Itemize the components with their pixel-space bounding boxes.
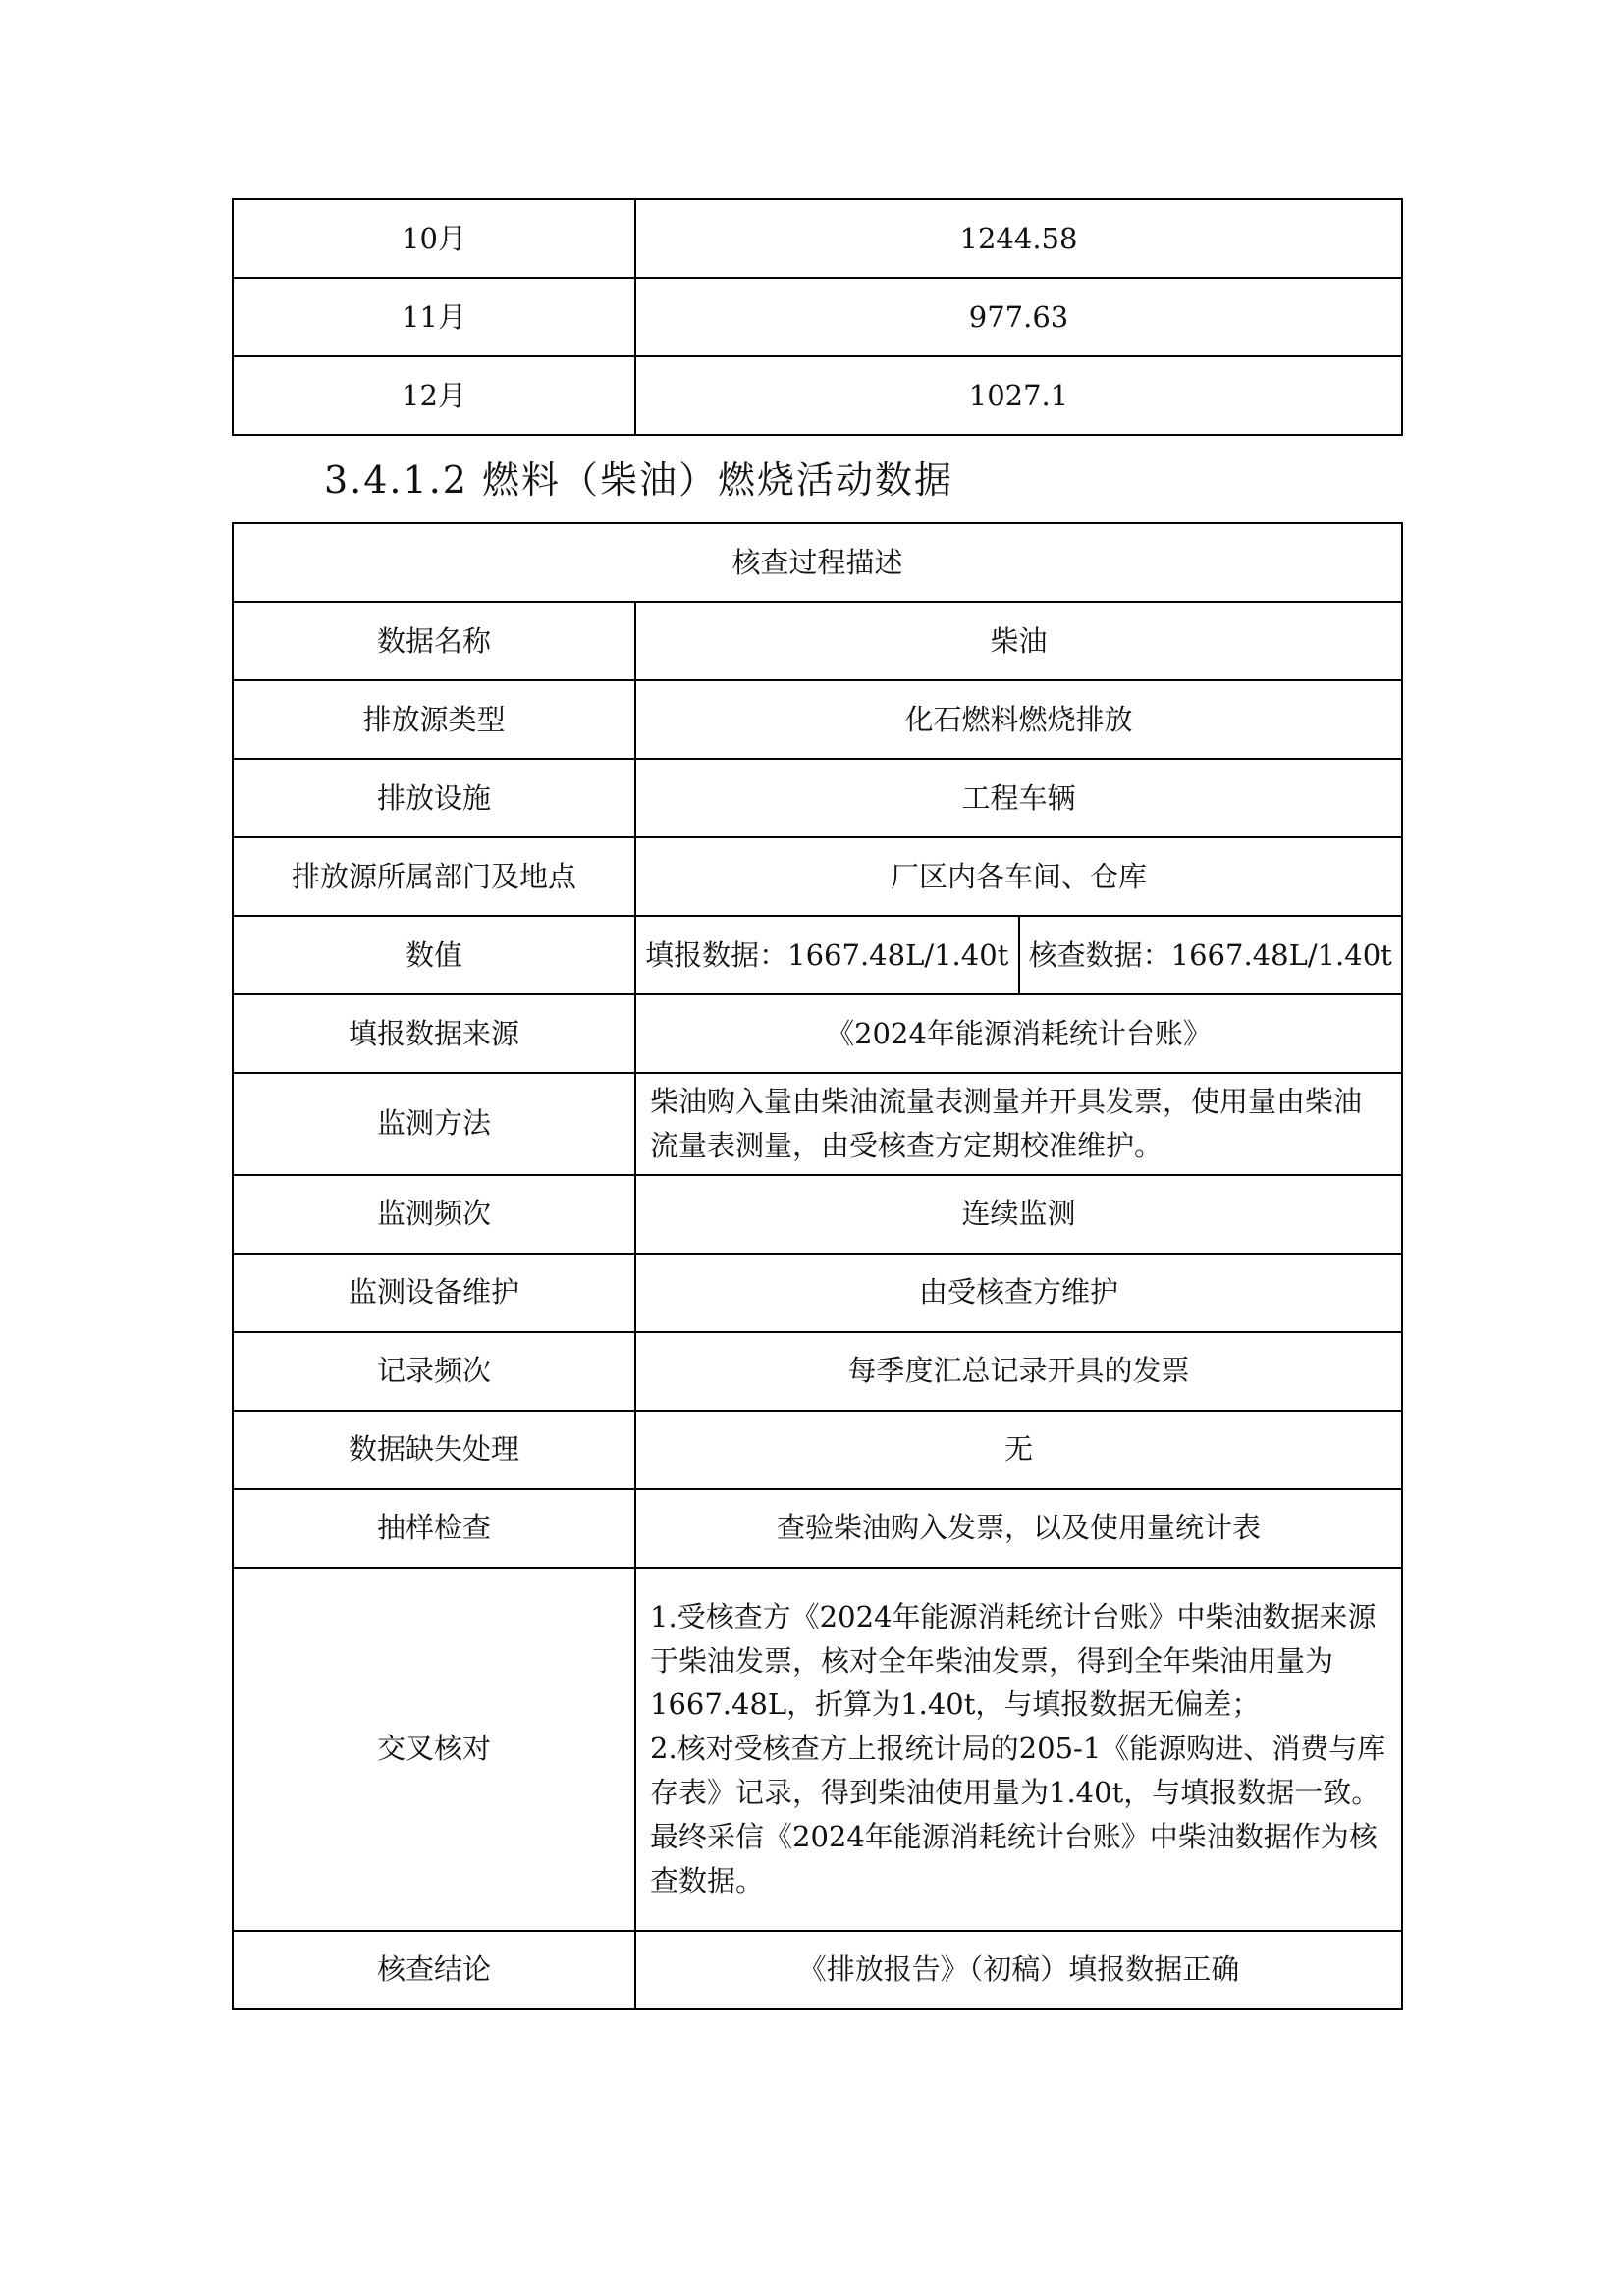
value-cell: 977.63 (635, 278, 1402, 356)
row-label: 填报数据来源 (233, 994, 635, 1073)
month-cell: 11月 (233, 278, 635, 356)
table-row (233, 1332, 1402, 1411)
row-value: 连续监测 (635, 1175, 1402, 1254)
row-label: 排放源所属部门及地点 (233, 837, 635, 916)
monthly-data-table (232, 198, 1403, 436)
month-cell: 12月 (233, 356, 635, 435)
row-value: 无 (635, 1411, 1402, 1489)
row-value: 厂区内各车间、仓库 (635, 837, 1402, 916)
row-label: 排放设施 (233, 759, 635, 837)
row-value: 由受核查方维护 (635, 1254, 1402, 1332)
table-row (233, 1073, 1402, 1175)
cross-check-paragraph: 1.受核查方《2024年能源消耗统计台账》中柴油数据来源于柴油发票，核对全年柴油发票，得到全年柴油用量为1667.48L，折算为1.40t，与填报数据无偏差； (650, 1599, 1377, 1722)
table-row (233, 916, 1402, 994)
row-label: 排放源类型 (233, 680, 635, 759)
table-row (233, 1411, 1402, 1489)
row-label: 监测方法 (233, 1073, 635, 1175)
row-value: 每季度汇总记录开具的发票 (635, 1332, 1402, 1411)
row-label: 监测设备维护 (233, 1254, 635, 1332)
table-header-row (233, 523, 1402, 602)
verification-table (232, 522, 1403, 2010)
table-row (233, 602, 1402, 680)
row-label: 数据缺失处理 (233, 1411, 635, 1489)
row-value: 查验柴油购入发票，以及使用量统计表 (635, 1489, 1402, 1568)
table-row (233, 356, 1402, 435)
table-row (233, 1489, 1402, 1568)
row-label: 交叉核对 (233, 1568, 635, 1931)
table-row (233, 1568, 1402, 1931)
table-row (233, 994, 1402, 1073)
value-cell: 1244.58 (635, 199, 1402, 278)
row-value: 《排放报告》（初稿）填报数据正确 (635, 1931, 1402, 2009)
row-value: 工程车辆 (635, 759, 1402, 837)
table-header: 核查过程描述 (233, 523, 1402, 602)
row-label: 监测频次 (233, 1175, 635, 1254)
numeric-value-cell (635, 916, 1402, 994)
row-label: 核查结论 (233, 1931, 635, 2009)
table-row (233, 837, 1402, 916)
verified-value: 核查数据：1667.48L/1.40t (1018, 917, 1402, 993)
row-value: 《2024年能源消耗统计台账》 (635, 994, 1402, 1073)
value-cell: 1027.1 (635, 356, 1402, 435)
row-label: 数据名称 (233, 602, 635, 680)
cross-check-paragraph: 最终采信《2024年能源消耗统计台账》中柴油数据作为核查数据。 (650, 1820, 1378, 1898)
row-label: 记录频次 (233, 1332, 635, 1411)
table-row (233, 1254, 1402, 1332)
section-heading: 3.4.1.2 燃料（柴油）燃烧活动数据 (324, 458, 954, 502)
table-row (233, 199, 1402, 278)
row-value: 柴油 (635, 602, 1402, 680)
row-label: 数值 (233, 916, 635, 994)
table-row (233, 1931, 1402, 2009)
table-row (233, 680, 1402, 759)
table-row (233, 1175, 1402, 1254)
row-value: 柴油购入量由柴油流量表测量并开具发票，使用量由柴油流量表测量，由受核查方定期校准维护。 (635, 1073, 1402, 1175)
table-row (233, 278, 1402, 356)
row-value: 化石燃料燃烧排放 (635, 680, 1402, 759)
table-row (233, 759, 1402, 837)
month-cell: 10月 (233, 199, 635, 278)
reported-value: 填报数据：1667.48L/1.40t (645, 937, 1009, 972)
row-label: 抽样检查 (233, 1489, 635, 1568)
cross-check-paragraph: 2.核对受核查方上报统计局的205-1《能源购进、消费与库存表》记录，得到柴油使用量为1.40t，与填报数据一致。 (650, 1732, 1386, 1810)
cross-check-cell (635, 1568, 1402, 1931)
